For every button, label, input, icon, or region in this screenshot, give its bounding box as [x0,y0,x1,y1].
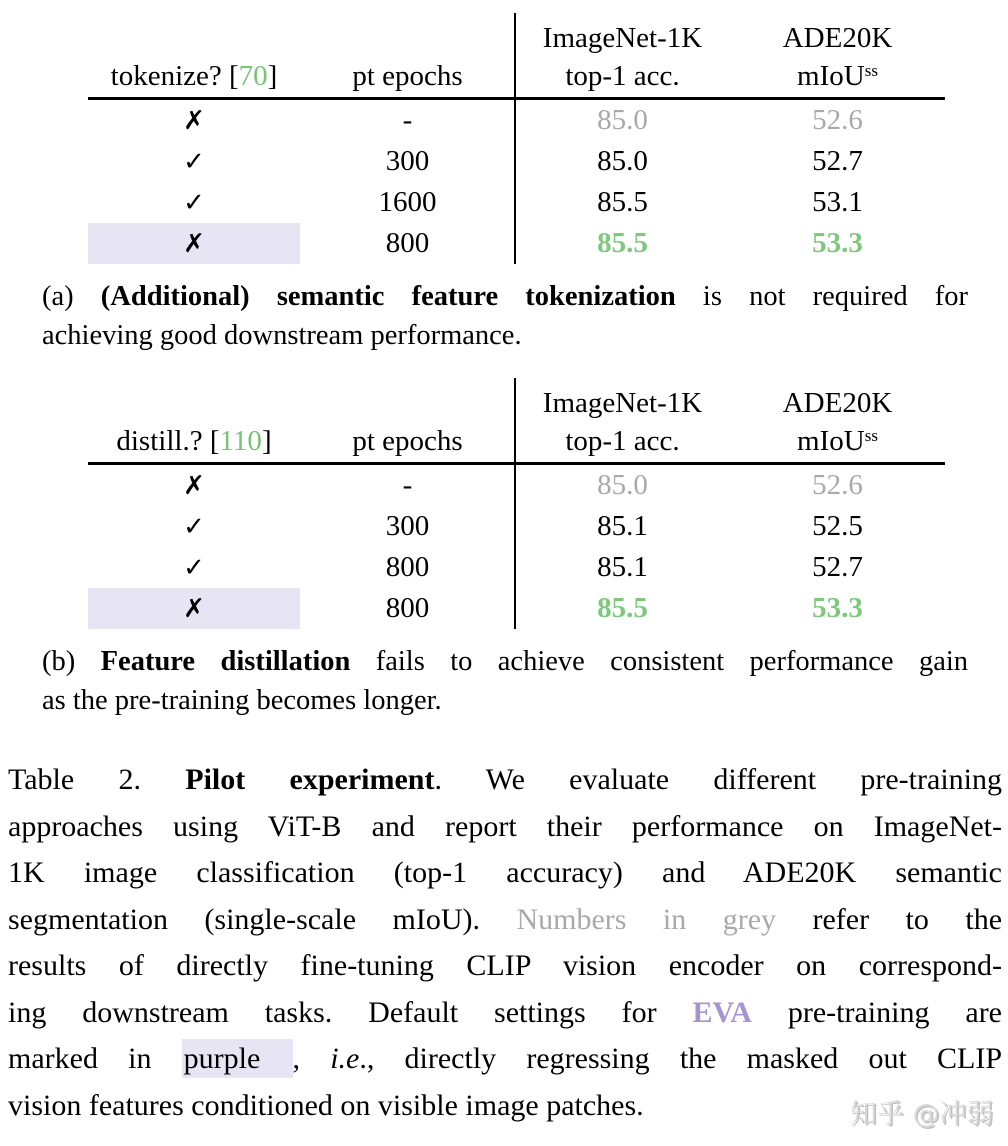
table-row-default-setting [88,588,945,629]
text-segment: marked in [8,1042,182,1075]
text-segment: (Additional) semantic feature tokenization [100,281,676,312]
text-segment: approaches using ViT-B and report their performance on ImageNet- [8,809,1002,843]
tokenize-mark-cell [88,100,300,141]
cross-icon: ✗ [183,105,205,136]
superscript: ss [864,61,878,80]
imagenet-acc-cell: 85.5 [597,227,648,259]
column-divider [514,378,516,629]
ade20k-miou-cell: 52.7 [812,145,863,177]
col-header-tokenize [88,13,300,97]
col-header-imagenet [515,378,730,462]
caption-line [8,897,1002,944]
caption-line [8,757,1002,804]
ade20k-miou-cell: 53.3 [812,592,863,624]
pt-epochs-cell: 800 [385,592,430,624]
cross-icon: ✗ [183,228,205,259]
ade20k-miou-cell: 52.5 [812,510,863,542]
table-row-default-setting [88,223,945,264]
text-segment: 1K image classification (top-1 accuracy) and ADE20K semantic [8,856,1002,889]
check-icon: ✓ [183,146,205,177]
text-segment: segmentation (single-scale mIoU). [8,902,517,936]
citation-link: 70 [238,60,268,92]
distill-mark-cell [88,547,300,588]
cross-icon: ✗ [183,593,205,624]
ade20k-miou-cell: 53.1 [812,186,863,218]
distill-mark-cell [88,506,300,547]
imagenet-acc-cell: 85.0 [597,104,648,136]
tokenize-mark-cell-highlighted [88,223,300,264]
header-text: top-1 acc. [565,60,680,92]
ade20k-miou-cell: 52.6 [812,469,863,501]
pt-epochs-cell: - [402,104,413,136]
table-row [88,182,945,223]
col-header-ade20k [730,13,945,97]
text-segment: ing downstream tasks. Default settings for [8,995,693,1029]
header-label [111,57,278,95]
check-icon: ✓ [183,511,205,542]
text-segment: Pilot experiment [185,763,435,796]
header-text: ADE20K [782,22,893,54]
pt-epochs-cell: 800 [385,227,430,259]
pt-epochs-cell: 300 [385,145,430,177]
text-segment: (b) [42,646,101,677]
distill-mark-cell-highlighted [88,588,300,629]
table-row [88,547,945,588]
cite-bracket: [ [209,425,220,457]
caption-line [42,316,968,355]
header-text [797,422,878,460]
table-row [88,506,945,547]
column-divider [514,13,516,264]
caption-a [42,277,968,355]
cite-bracket: ] [267,60,278,92]
caption-line [8,850,1002,897]
caption-line [42,277,968,316]
tokenize-mark-cell [88,141,300,182]
text-segment: . We evaluate different pre-training [434,763,1002,796]
text-segment: pre-training are [751,995,1002,1029]
text-segment: as the pre-training becomes longer. [42,685,442,716]
header-text: ADE20K [782,387,893,419]
table-row [88,141,945,182]
pt-epochs-cell: - [402,469,413,501]
text-segment: Numbers in grey [516,902,777,936]
header-text: mIoU [797,60,865,92]
caption-line [8,804,1002,851]
text-segment: achieving good downstream performance. [42,320,522,351]
caption-line [8,1036,1002,1083]
table-row [88,100,945,141]
table-a-header [88,13,945,100]
imagenet-acc-cell: 85.1 [597,510,648,542]
header-text: ImageNet-1K [542,22,703,54]
imagenet-acc-cell: 85.1 [597,551,648,583]
zhihu-watermark: 知乎 @冲弱 [850,1099,994,1130]
header-text: pt epochs [352,60,463,92]
tokenize-mark-cell [88,182,300,223]
imagenet-acc-cell: 85.0 [597,469,648,501]
header-text: top-1 acc. [565,425,680,457]
col-header-pt-epochs [300,378,515,462]
superscript: ss [864,426,878,445]
header-text: pt epochs [352,425,463,457]
pt-epochs-cell: 800 [385,551,430,583]
text-segment: i.e [330,1042,360,1075]
text-segment: refer to the [776,902,1003,936]
table-b-distillation [88,378,945,629]
table-b-header [88,378,945,465]
caption-line [42,642,968,681]
col-header-imagenet [515,13,730,97]
pt-epochs-cell: 300 [385,510,430,542]
pt-epochs-cell: 1600 [378,186,437,218]
table-a-tokenization [88,13,945,264]
header-text [797,57,878,95]
col-header-distill [88,378,300,462]
table2-caption [8,757,1002,1129]
caption-line [8,943,1002,990]
caption-line [42,681,968,720]
text-segment: , [292,1042,331,1075]
col-header-pt-epochs [300,13,515,97]
text-segment: vision features conditioned on visible image patches. [8,1088,644,1122]
header-label [116,422,271,460]
table-row [88,465,945,506]
imagenet-acc-cell: 85.5 [597,592,648,624]
ade20k-miou-cell: 52.7 [812,551,863,583]
text-segment: ., directly regressing the masked out CLIP [359,1042,1003,1075]
header-text: ImageNet-1K [542,387,703,419]
ade20k-miou-cell: 53.3 [812,227,863,259]
text-segment: purple [182,1039,293,1078]
cite-bracket: [ [229,60,239,92]
check-icon: ✓ [183,187,205,218]
cross-icon: ✗ [183,470,205,501]
text-segment: (a) [42,281,101,312]
text-segment: is not required for [675,281,968,312]
header-text: mIoU [797,425,865,457]
header-text: distill.? [116,425,210,457]
text-segment: Table 2. [8,763,186,796]
distill-mark-cell [88,465,300,506]
check-icon: ✓ [183,552,205,583]
text-segment: Feature distillation [100,646,351,677]
imagenet-acc-cell: 85.5 [597,186,648,218]
text-segment: fails to achieve consistent performance gain [350,646,969,677]
header-text: tokenize? [110,60,229,92]
imagenet-acc-cell: 85.0 [597,145,648,177]
caption-line [8,990,1002,1037]
col-header-ade20k [730,378,945,462]
text-segment: results of directly fine-tuning CLIP vision encoder on correspond- [8,949,1002,982]
caption-b [42,642,968,720]
cite-bracket: ] [261,425,272,457]
text-segment: EVA [692,995,752,1029]
ade20k-miou-cell: 52.6 [812,104,863,136]
citation-link: 110 [219,425,262,457]
